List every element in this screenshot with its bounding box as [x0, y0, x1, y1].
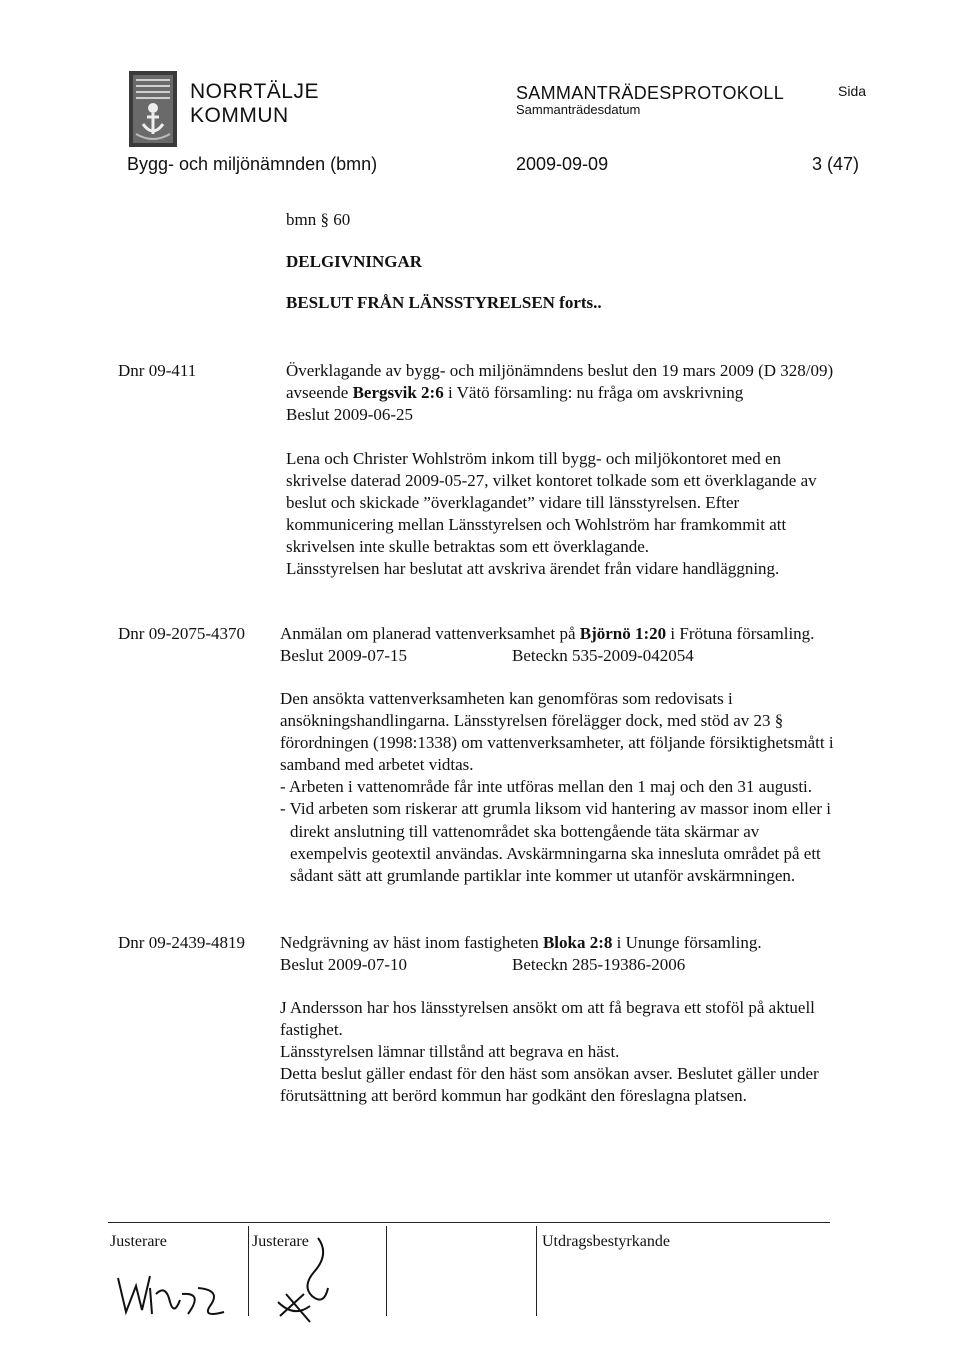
case-decision-row: [280, 954, 762, 976]
body-line: Lena och Christer Wohlström inkom till bygg- och miljökontoret med en: [286, 449, 782, 468]
case-title: [286, 360, 833, 426]
case-number: Dnr 09-2439-4819: [118, 933, 246, 952]
body-line: förordningen (1998:1338) om vattenverksamheter, att följande försiktighetsmått i: [280, 733, 834, 753]
property-name: Björnö 1:20: [579, 624, 667, 643]
body-line: beslut och skickade ”överklagandet” vidare till länsstyrelsen. Efter: [286, 493, 740, 513]
footer-divider: [108, 1222, 830, 1223]
organization-name: [190, 80, 319, 128]
case-title: [280, 623, 814, 667]
case-decision-date: Beslut 2009-06-25: [286, 405, 414, 425]
body-line: Detta beslut gäller endast för den häst som ansökan avser. Beslutet gäller under: [280, 1064, 819, 1084]
footer-separator: [536, 1226, 537, 1316]
section-subheading: BESLUT FRÅN LÄNSSTYRELSEN forts..: [286, 293, 602, 312]
body-line: sådant sätt att grumlande partiklar inte kommer ut utanför avskärmningen.: [290, 865, 796, 885]
body-line: - Vid arbeten som riskerar att grumla liksom vid hantering av massor inom eller i: [280, 799, 832, 819]
case-number: Dnr 09-411: [118, 361, 197, 380]
page-label: Sida: [838, 83, 867, 99]
case-title-line: Nedgrävning av häst inom fastigheten Bloka 2:8 i Ununge församling.: [280, 933, 762, 952]
body-line: kommunicering mellan Länsstyrelsen och Wohlström har framkommit att: [286, 515, 787, 535]
case-decision-date: Beslut 2009-07-10: [280, 955, 408, 975]
case-reference: Beteckn 535-2009-042054: [512, 646, 694, 666]
body-line: - Arbeten i vattenområde får inte utföras mellan den 1 maj och den 31 augusti.: [280, 777, 813, 797]
meeting-date: 2009-09-09: [516, 154, 609, 174]
body-line: skrivelse daterad 2009-05-27, vilket kontoret tolkade som ett överklagande av: [286, 471, 817, 491]
section-heading: DELGIVNINGAR: [286, 252, 423, 271]
case-decision-row: [280, 645, 814, 667]
body-line: skrivelsen inte skulle betraktas som ett överklagande.: [286, 537, 650, 557]
property-name: Bloka 2:8: [542, 933, 613, 952]
signature-1: [112, 1262, 232, 1324]
case-reference: Beteckn 285-19386-2006: [512, 955, 686, 975]
protocol-title: SAMMANTRÄDESPROTOKOLL: [516, 83, 785, 103]
committee-name: Bygg- och miljönämnden (bmn): [127, 154, 378, 174]
case-body: [280, 688, 834, 887]
property-name: Bergsvik 2:6: [352, 383, 444, 403]
body-line: Den ansökta vattenverksamheten kan genomföras som redovisats i: [280, 689, 733, 708]
protocol-subtitle: Sammanträdesdatum: [516, 102, 641, 117]
body-line: Länsstyrelsen har beslutat att avskriva ärendet från vidare handläggning.: [286, 559, 780, 579]
body-line: direkt anslutning till vattenområdet ska bottengående täta skärmar av: [290, 821, 760, 841]
signer-label-1: Justerare: [110, 1233, 167, 1250]
case-title-line: avseende Bergsvik 2:6 i Vätö församling: nu fråga om avskrivning: [286, 383, 744, 403]
case-title-line: Överklagande av bygg- och miljönämndens beslut den 19 mars 2009 (D 328/09): [286, 361, 834, 380]
body-line: förutsättning att berörd kommun har godkänt den föreslagna platsen.: [280, 1086, 747, 1106]
body-line: Länsstyrelsen lämnar tillstånd att begrava en häst.: [280, 1042, 620, 1062]
case-title-line: Anmälan om planerad vattenverksamhet på Björnö 1:20 i Frötuna församling.: [280, 624, 815, 643]
body-line: ansökningshandlingarna. Länsstyrelsen förelägger dock, med stöd av 23 §: [280, 711, 784, 731]
body-line: J Andersson har hos länsstyrelsen ansökt om att få begrava ett stoföl på aktuell: [280, 998, 815, 1017]
case-number: Dnr 09-2075-4370: [118, 624, 246, 643]
municipality-logo: [128, 70, 178, 148]
paragraph-number: bmn § 60: [286, 210, 351, 229]
signature-2: [268, 1232, 358, 1324]
org-line-2: KOMMUN: [190, 104, 289, 128]
body-line: exempelvis geotextil användas. Avskärmningarna ska innesluta området på ett: [290, 843, 821, 863]
footer-separator: [248, 1226, 249, 1316]
body-line: samband med arbetet vidtas.: [280, 755, 474, 775]
body-line: fastighet.: [280, 1020, 343, 1040]
case-body: [286, 448, 817, 581]
signer-label-2: Justerare: [252, 1233, 309, 1250]
org-line-1: NORRTÄLJE: [190, 80, 319, 103]
certification-label: Utdragsbestyrkande: [542, 1233, 670, 1250]
case-title: [280, 932, 762, 976]
case-decision-date: Beslut 2009-07-15: [280, 646, 408, 666]
footer-separator: [386, 1226, 387, 1316]
case-body: [280, 997, 819, 1107]
page-number: 3 (47): [812, 154, 860, 174]
